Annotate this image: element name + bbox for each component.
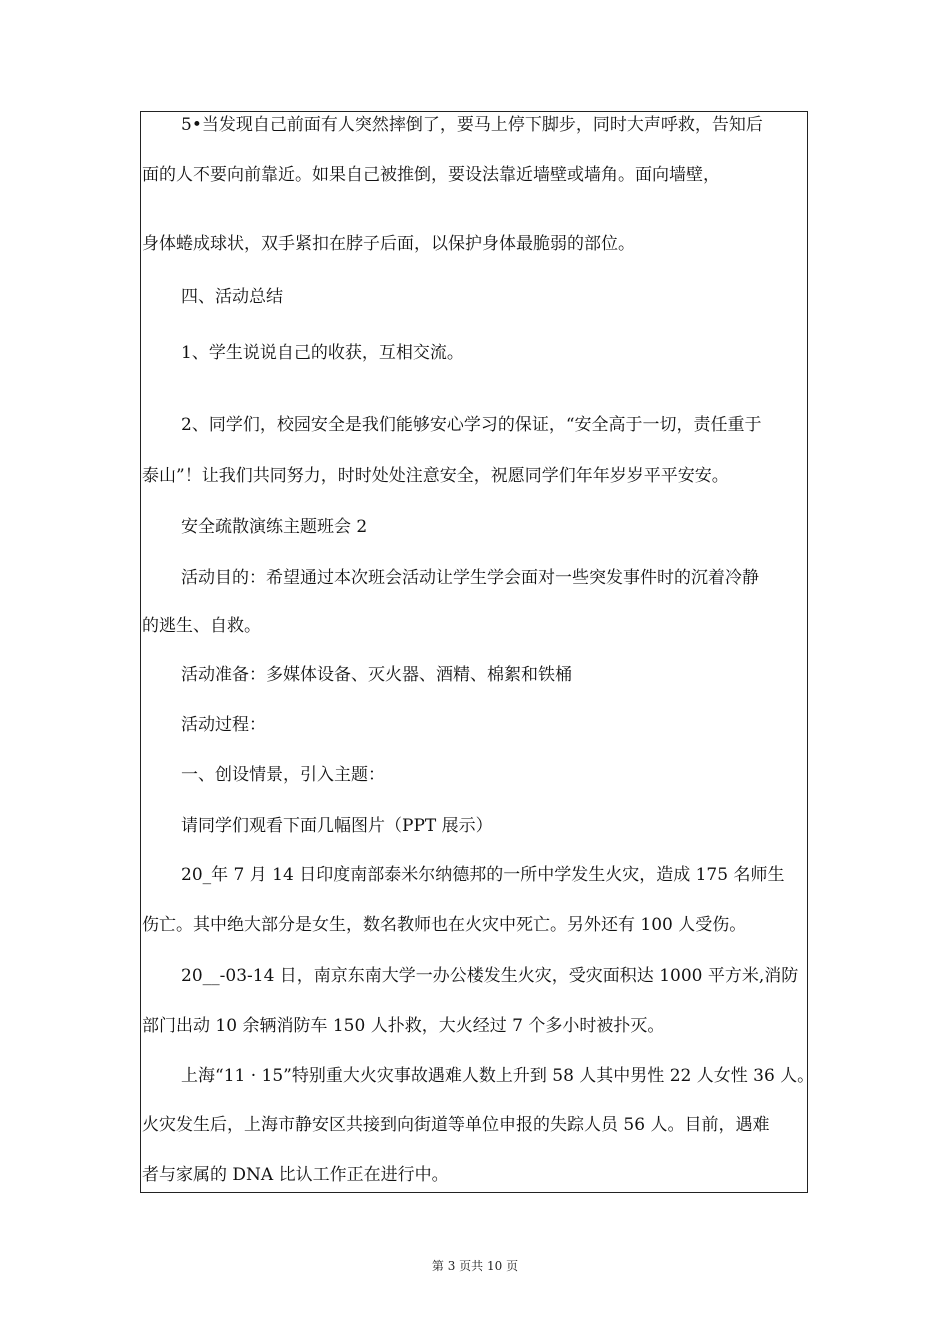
section-heading: 安全疏散演练主题班会 2 [181,517,368,537]
text-line: 伤亡。其中绝大部分是女生，数名教师也在火灾中死亡。另外还有 100 人受伤。 [142,915,747,935]
text-line: 者与家属的 DNA 比认工作正在进行中。 [142,1165,449,1185]
text-line: 活动目的：希望通过本次班会活动让学生学会面对一些突发事件时的沉着冷静 [181,568,759,588]
text-line: 一、创设情景，引入主题： [181,765,385,785]
text-line: 的逃生、自救。 [142,616,261,636]
text-line: 四、活动总结 [181,287,283,307]
text-line: 泰山”！让我们共同努力，时时处处注意安全，祝愿同学们年年岁岁平平安安。 [142,466,729,486]
text-line: 面的人不要向前靠近。如果自己被推倒，要设法靠近墙壁或墙角。面向墙壁， [142,165,720,185]
text-line: 2、同学们，校园安全是我们能够安心学习的保证，“安全高于一切，责任重于 [181,415,762,435]
text-line: 活动准备：多媒体设备、灭火器、酒精、棉絮和铁桶 [181,665,572,685]
text-line: 20__-03-14 日，南京东南大学一办公楼发生火灾，受灾面积达 1000 平方米,消防 [181,966,799,986]
text-line: 身体蜷成球状，双手紧扣在脖子后面，以保护身体最脆弱的部位。 [142,234,635,254]
text-line: 活动过程： [181,715,266,735]
text-line: 1、学生说说自己的收获，互相交流。 [181,343,464,363]
text-line: 上海“11 · 15”特别重大火灾事故遇难人数上升到 58 人其中男性 22 人女性 36 人。 [181,1066,815,1086]
text-line: 5•当发现自己前面有人突然摔倒了，要马上停下脚步，同时大声呼救，告知后 [181,115,763,135]
text-line: 部门出动 10 余辆消防车 150 人扑救，大火经过 7 个多小时被扑灭。 [142,1016,665,1036]
text-line: 请同学们观看下面几幅图片（PPT 展示） [181,816,493,836]
page-number: 第 3 页共 10 页 [431,1259,519,1273]
text-line: 20_年 7 月 14 日印度南部泰米尔纳德邦的一所中学发生火灾，造成 175 名师生 [181,865,785,885]
text-line: 火灾发生后，上海市静安区共接到向街道等单位申报的失踪人员 56 人。目前，遇难 [142,1115,770,1135]
